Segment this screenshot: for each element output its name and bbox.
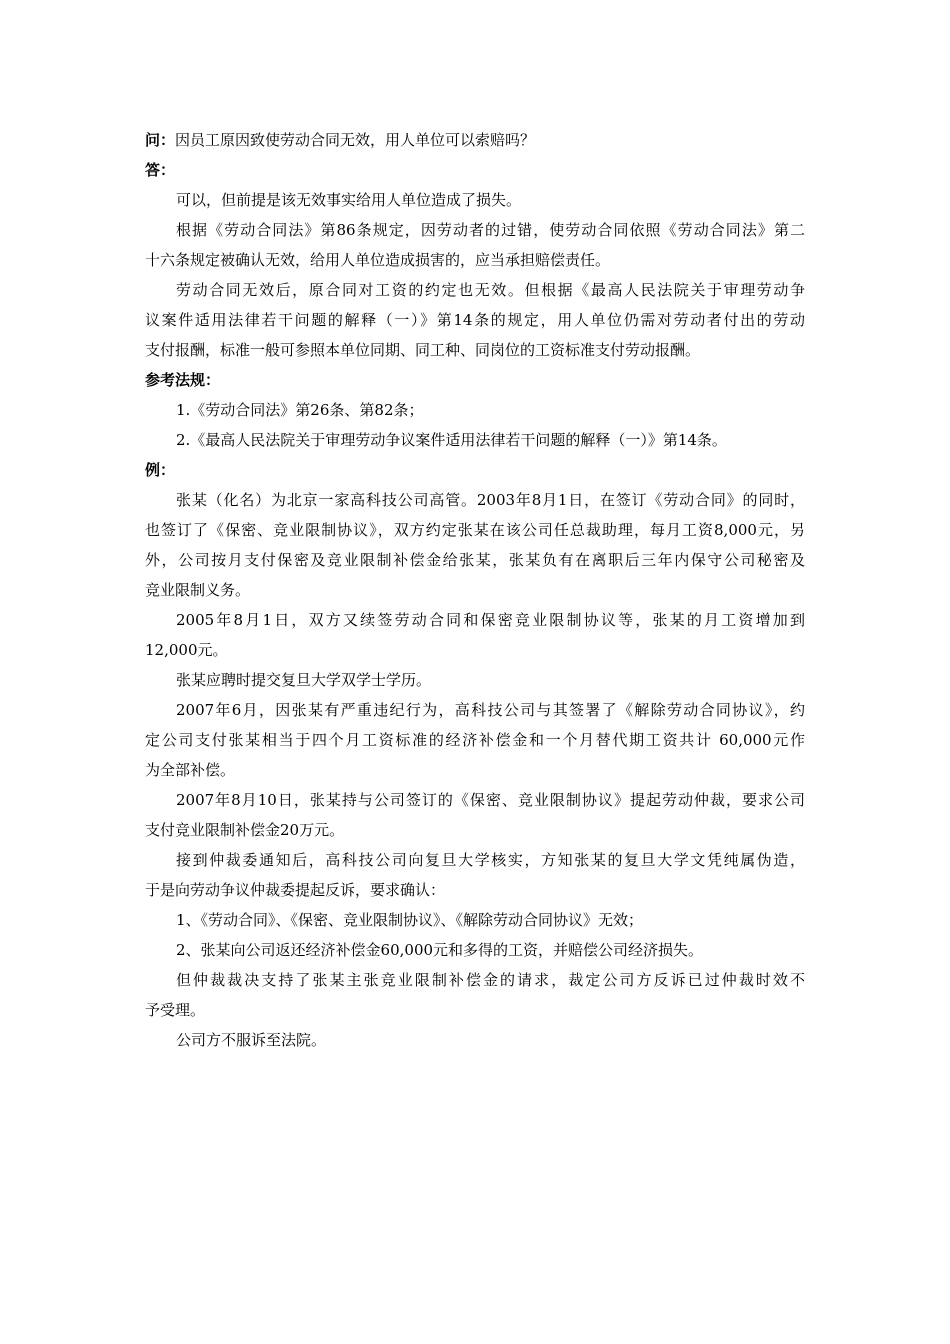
- answer-line-5: 议案件适用法律若干问题的解释（一）》第14条的规定，用人单位仍需对劳动者付出的劳动: [145, 311, 805, 329]
- question-line: [145, 125, 805, 155]
- answer-label: 答：: [145, 161, 176, 179]
- answer-line-4: 劳动合同无效后，原合同对工资的约定也无效。但根据《最高人民法院关于审理劳动争: [176, 281, 805, 299]
- example-line-12: 支付竞业限制补偿金20万元。: [145, 821, 345, 839]
- example-line-15: 1、《劳动合同》、《保密、竞业限制协议》、《解除劳动合同协议》无效；: [176, 911, 644, 929]
- question-label: 问：: [145, 131, 176, 149]
- example-line-13: 接到仲裁委通知后，高科技公司向复旦大学核实，方知张某的复旦大学文凭纯属伪造，: [176, 851, 805, 869]
- references-label: 参考法规：: [145, 371, 221, 389]
- example-label: 例：: [145, 461, 176, 479]
- example-line-11: 2007年8月10日，张某持与公司签订的《保密、竞业限制协议》提起劳动仲裁，要求公司: [176, 791, 805, 809]
- example-line-16: 2、张某向公司返还经济补偿金60,000元和多得的工资，并赔偿公司经济损失。: [176, 941, 704, 959]
- example-line-3: 外，公司按月支付保密及竞业限制补偿金给张某，张某负有在离职后三年内保守公司秘密及: [145, 551, 805, 569]
- answer-line-3: 十六条规定被确认无效，给用人单位造成损害的，应当承担赔偿责任。: [145, 251, 611, 269]
- example-line-19: 公司方不服诉至法院。: [176, 1031, 327, 1049]
- reference-item-1: 1.《劳动合同法》第26条、第82条；: [176, 401, 424, 419]
- example-line-5: 2005年8月1日，双方又续签劳动合同和保密竞业限制协议等，张某的月工资增加到: [176, 611, 805, 629]
- example-line-8: 2007年6月，因张某有严重违纪行为，高科技公司与其签署了《解除劳动合同协议》，约: [176, 701, 805, 719]
- example-line-7: 张某应聘时提交复旦大学双学士学历。: [176, 671, 432, 689]
- answer-line-1: 可以，但前提是该无效事实给用人单位造成了损失。: [176, 191, 522, 209]
- question-text: 因员工原因致使劳动合同无效，用人单位可以索赔吗？: [175, 131, 536, 149]
- example-line-10: 为全部补偿。: [145, 761, 236, 779]
- example-line-1: 张某（化名）为北京一家高科技公司高管。2003年8月1日，在签订《劳动合同》的同时，: [176, 491, 805, 509]
- example-line-18: 予受理。: [145, 1001, 206, 1019]
- answer-line-2: 根据《劳动合同法》第86条规定，因劳动者的过错，使劳动合同依照《劳动合同法》第二: [176, 221, 805, 239]
- example-line-9: 定公司支付张某相当于四个月工资标准的经济补偿金和一个月替代期工资共计 60,000元作: [145, 731, 805, 749]
- reference-item-2: 2.《最高人民法院关于审理劳动争议案件适用法律若干问题的解释（一）》第14条。: [176, 431, 727, 449]
- example-line-17: 但仲裁裁决支持了张某主张竞业限制补偿金的请求，裁定公司方反诉已过仲裁时效不: [176, 971, 805, 989]
- example-line-4: 竞业限制义务。: [145, 581, 251, 599]
- answer-line-6: 支付报酬，标准一般可参照本单位同期、同工种、同岗位的工资标准支付劳动报酬。: [145, 341, 701, 359]
- example-line-14: 于是向劳动争议仲裁委提起反诉，要求确认：: [145, 881, 446, 899]
- document-body: [145, 125, 805, 1055]
- example-line-2: 也签订了《保密、竞业限制协议》，双方约定张某在该公司任总裁助理，每月工资8,000元，另: [145, 521, 805, 539]
- example-line-6: 12,000元。: [145, 641, 228, 659]
